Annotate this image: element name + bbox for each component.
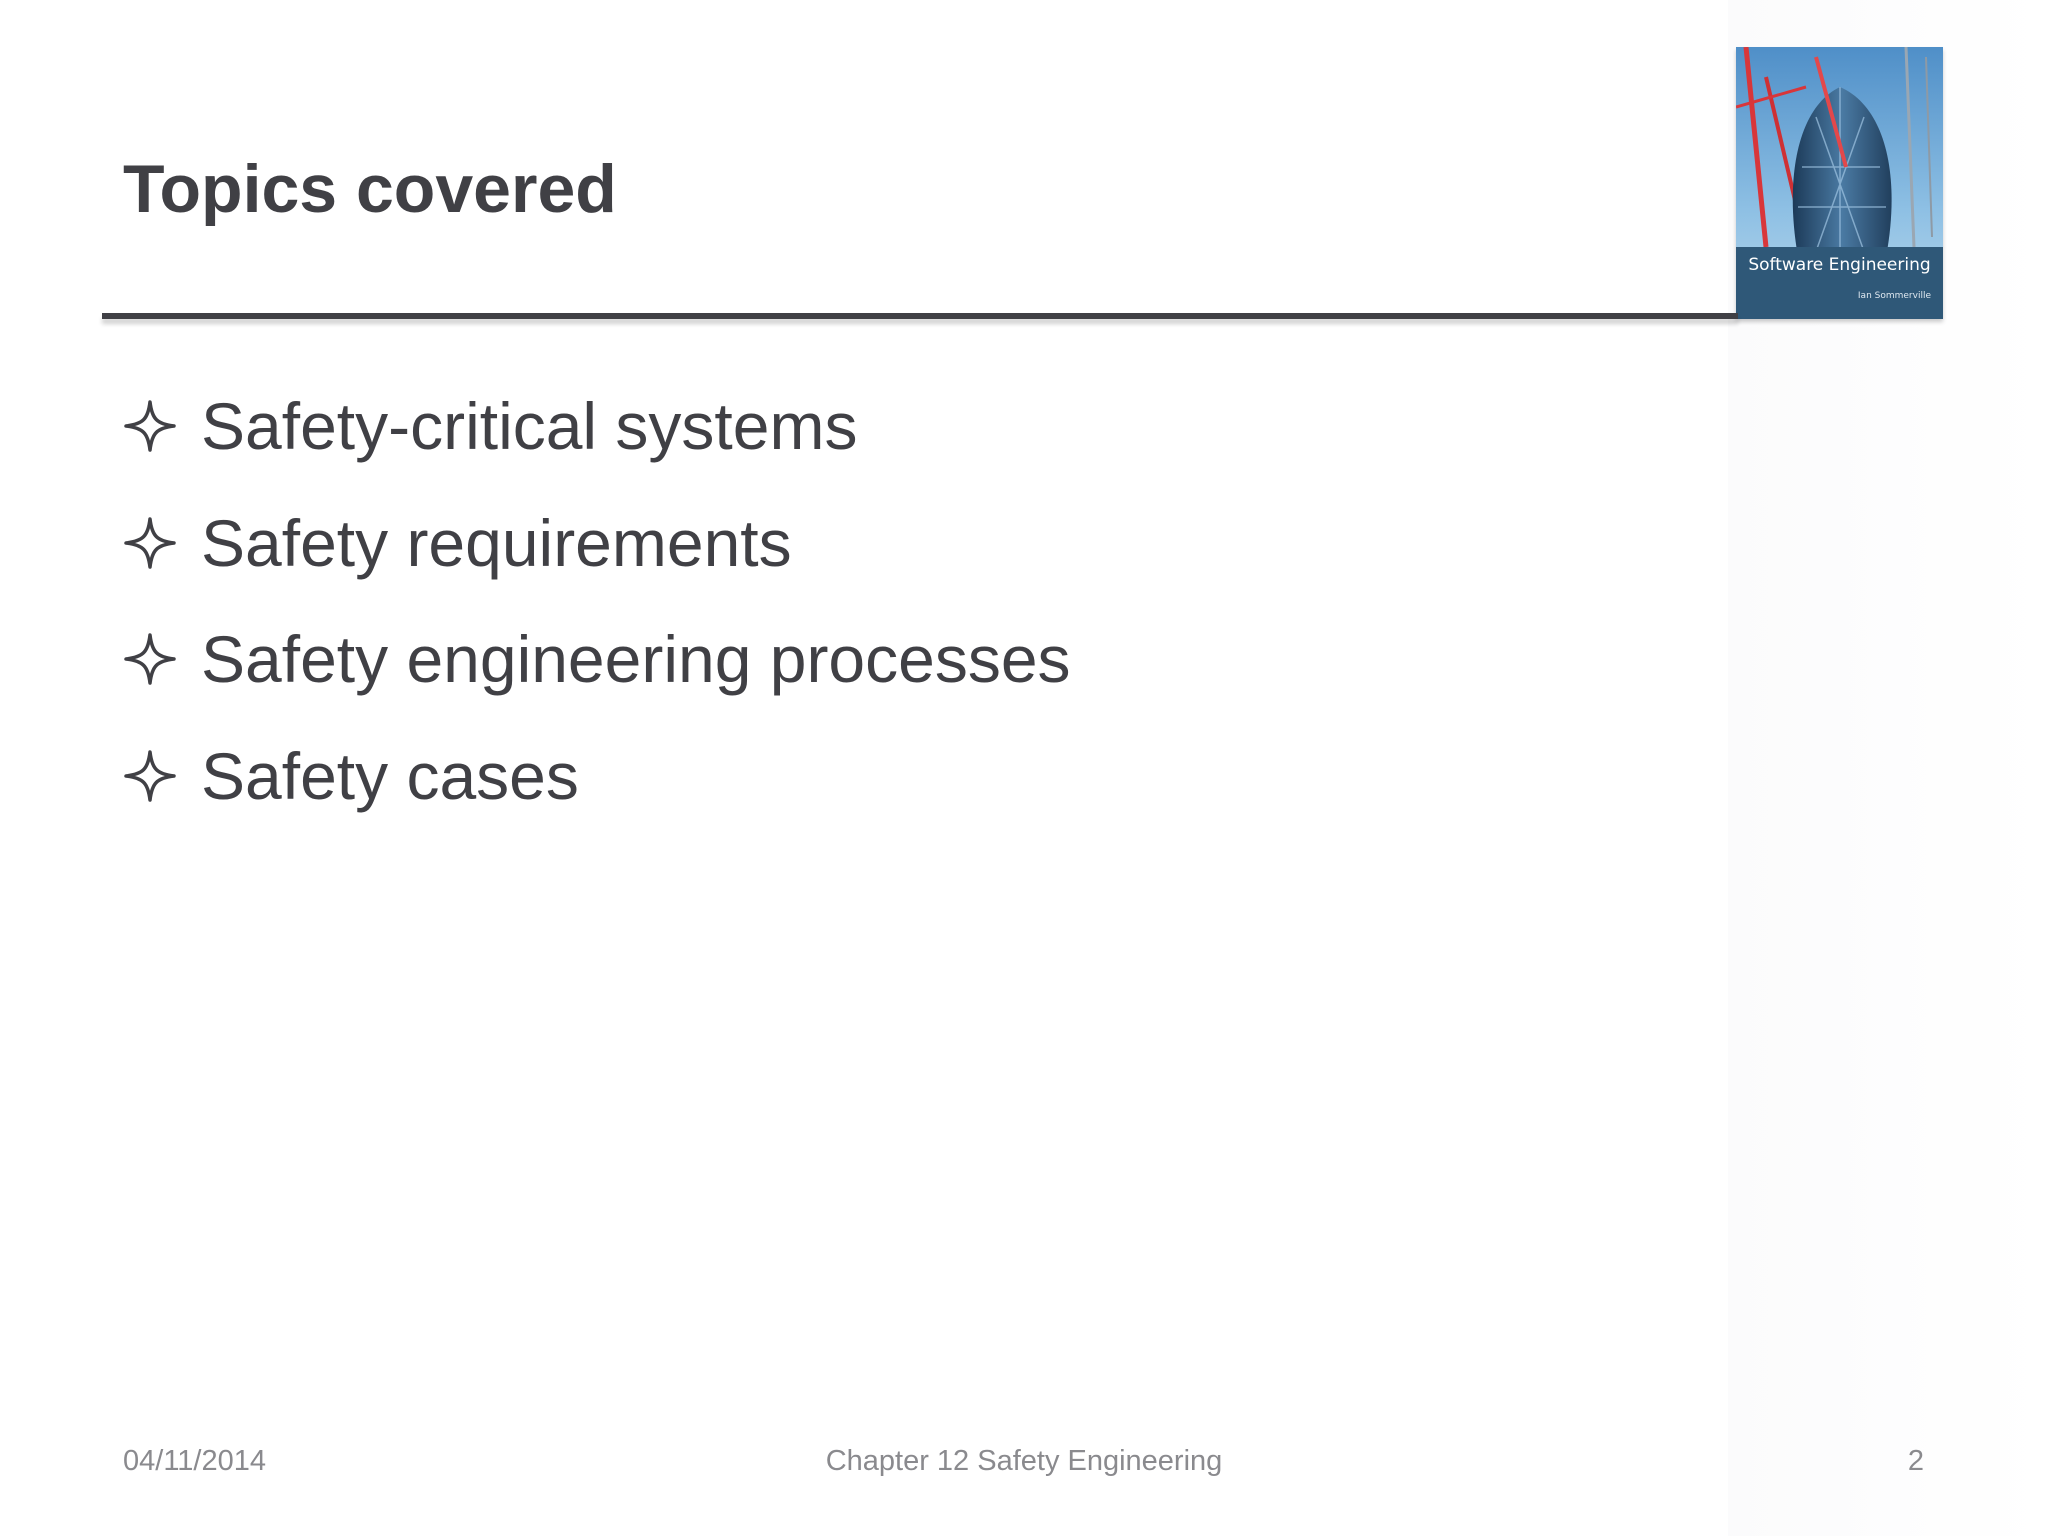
four-point-star-outline-icon — [123, 516, 177, 570]
bullet-text: Safety requirements — [201, 505, 792, 580]
four-point-star-outline-icon — [123, 632, 177, 686]
bullet-item — [123, 485, 1071, 602]
book-cover-author: Ian Sommerville — [1857, 291, 1931, 301]
book-cover-image — [1736, 47, 1943, 319]
footer-date: 04/11/2014 — [123, 1445, 266, 1477]
bullet-item — [123, 601, 1071, 718]
bullet-item — [123, 368, 1071, 485]
footer-chapter-title: Chapter 12 Safety Engineering — [825, 1445, 1223, 1477]
footer-page-number: 2 — [1907, 1445, 1924, 1477]
bullet-item — [123, 718, 1071, 835]
bullet-text: Safety-critical systems — [201, 389, 858, 464]
bullet-list — [123, 368, 1071, 834]
book-cover-title: Software Engineering — [1748, 255, 1931, 275]
title-divider — [102, 313, 1738, 319]
bullet-text: Safety cases — [201, 738, 579, 813]
bullet-text: Safety engineering processes — [201, 622, 1071, 697]
four-point-star-outline-icon — [123, 399, 177, 453]
slide-title: Topics covered — [123, 151, 617, 227]
four-point-star-outline-icon — [123, 749, 177, 803]
